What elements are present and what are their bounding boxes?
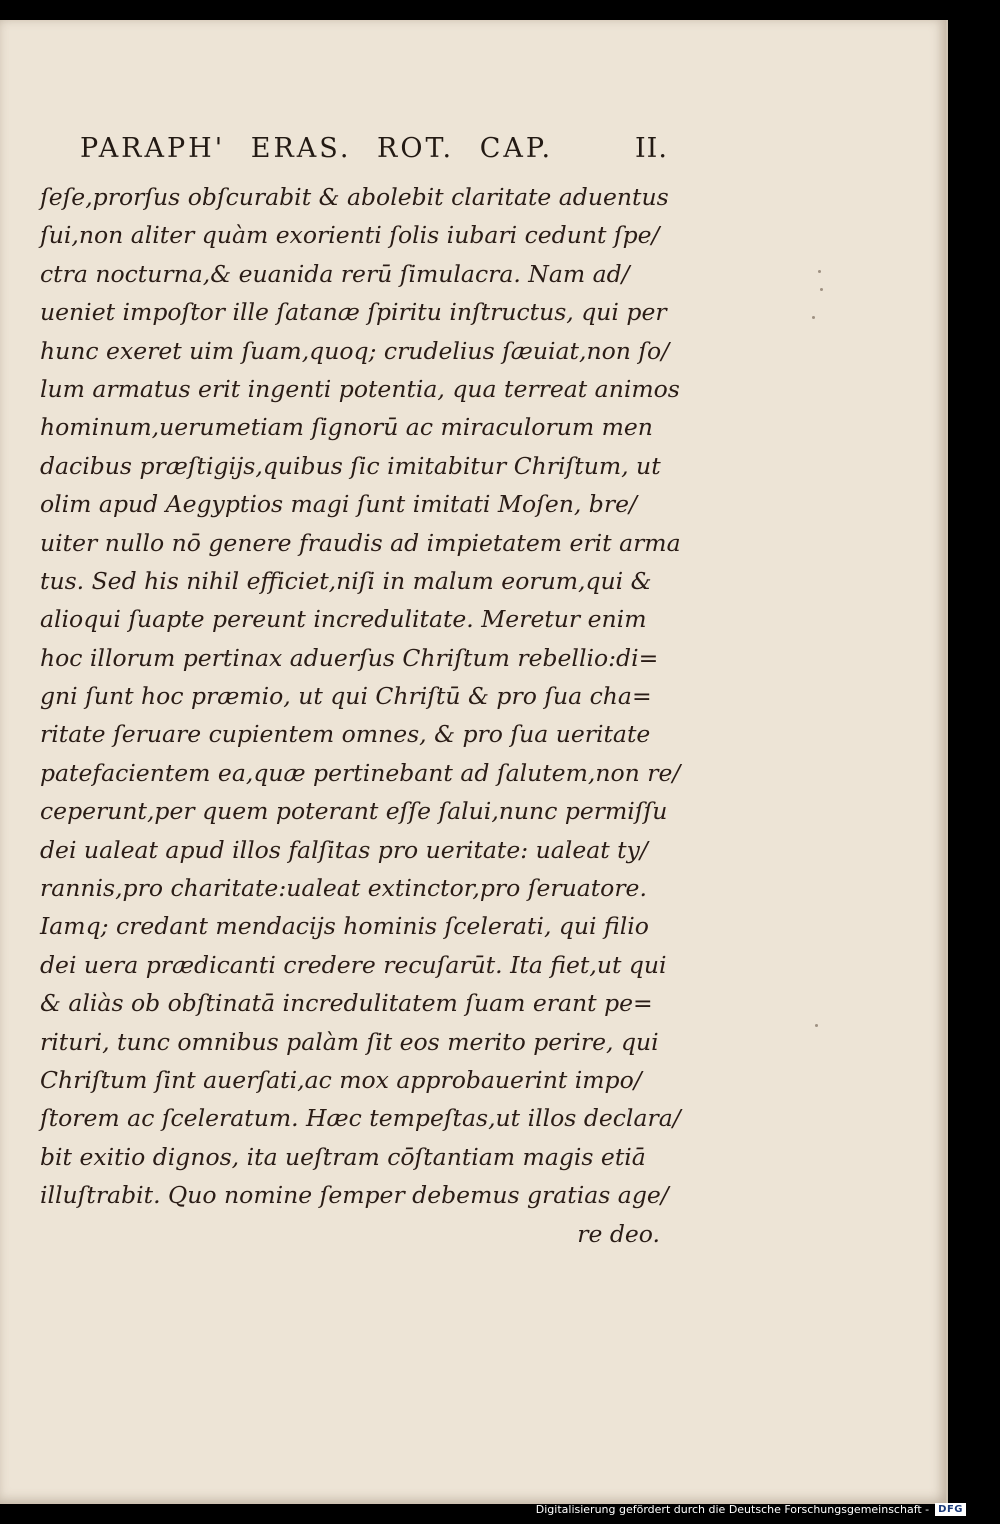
text-line: alioqui ſuapte pereunt incredulitate. Meretur enim <box>40 605 647 634</box>
text-line: ſtorem ac ſceleratum. Hæc tempeſtas,ut illos declara/ <box>40 1104 681 1133</box>
text-line: ceperunt,per quem poterant eſſe ſalui,nunc permiſſu <box>40 797 668 826</box>
header-title-rot: ROT. <box>377 133 455 164</box>
ink-speck <box>820 288 823 291</box>
text-line: Iamq; credant mendacijs hominis ſcelerati, qui filio <box>40 912 649 941</box>
ink-speck <box>818 270 821 273</box>
running-header <box>80 133 680 164</box>
text-line: Chriſtum ſint auerſati,ac mox approbauerint impo/ <box>40 1065 642 1094</box>
text-line: lum armatus erit ingenti potentia, qua terreat animos <box>40 374 680 403</box>
text-line: ctra nocturna,& euanida rerū ſimulacra. Nam ad/ <box>40 259 630 288</box>
text-line: ueniet impoſtor ille ſatanæ ſpiritu inſtructus, qui per <box>40 298 667 327</box>
text-line: rituri, tunc omnibus palàm ſit eos merito perire, qui <box>40 1027 659 1056</box>
funding-footer <box>536 1503 966 1516</box>
text-line: ſui,non aliter quàm exorienti ſolis iubari cedunt ſpe/ <box>40 221 660 250</box>
catchword-line: re deo. <box>577 1219 660 1248</box>
text-line: illuſtrabit. Quo nomine ſemper debemus gratias age/ <box>40 1181 669 1210</box>
text-line: dei uera prædicanti credere recuſarūt. Ita fiet,ut qui <box>40 950 667 979</box>
text-line: patefacientem ea,quæ pertinebant ad ſalutem,non re/ <box>40 758 681 787</box>
text-line: dacibus præſtigijs,quibus ſic imitabitur Chriſtum, ut <box>40 451 661 480</box>
text-line: olim apud Aegyptios magi ſunt imitati Moſen, bre/ <box>40 490 637 519</box>
text-line: dei ualeat apud illos falſitas pro ueritate: ualeat ty/ <box>40 835 648 864</box>
text-line: hunc exeret uim ſuam,quoq; crudelius ſæuiat,non ſo/ <box>40 336 670 365</box>
paraphrase-text <box>40 178 681 1253</box>
text-line: tus. Sed his nihil efficiet,niſi in malum eorum,qui & <box>40 566 652 595</box>
text-line: uiter nullo nō genere fraudis ad impietatem erit arma <box>40 528 681 557</box>
ink-speck <box>815 1024 818 1027</box>
text-line: gni ſunt hoc præmio, ut qui Chriſtū & pro ſua cha= <box>40 682 652 711</box>
header-title-paraph: PARAPH' <box>80 133 226 164</box>
dfg-logo: DFG <box>935 1503 966 1516</box>
ink-speck <box>812 316 815 319</box>
text-line: bit exitio dignos, ita ueſtram cōſtantiam magis etiā <box>40 1142 646 1171</box>
text-line: rannis,pro charitate:ualeat extinctor,pro ſeruatore. <box>40 874 647 903</box>
text-line: ritate ſeruare cupientem omnes, & pro ſua ueritate <box>40 720 651 749</box>
text-line: hominum,uerumetiam ſignorū ac miraculorum men <box>40 413 653 442</box>
funding-notice: Digitalisierung gefördert durch die Deutsche Forschungsgemeinschaft - <box>535 1503 930 1516</box>
chapter-number: II. <box>635 133 668 164</box>
text-line: ſeſe,prorſus obſcurabit & abolebit claritate aduentus <box>40 183 669 211</box>
text-line: & aliàs ob obſtinatā incredulitatem ſuam erant pe= <box>40 989 653 1018</box>
header-title-cap: CAP. <box>479 133 554 164</box>
header-title-eras: ERAS. <box>250 133 352 164</box>
text-line: hoc illorum pertinax aduerſus Chriſtum rebellio:di= <box>40 643 659 672</box>
